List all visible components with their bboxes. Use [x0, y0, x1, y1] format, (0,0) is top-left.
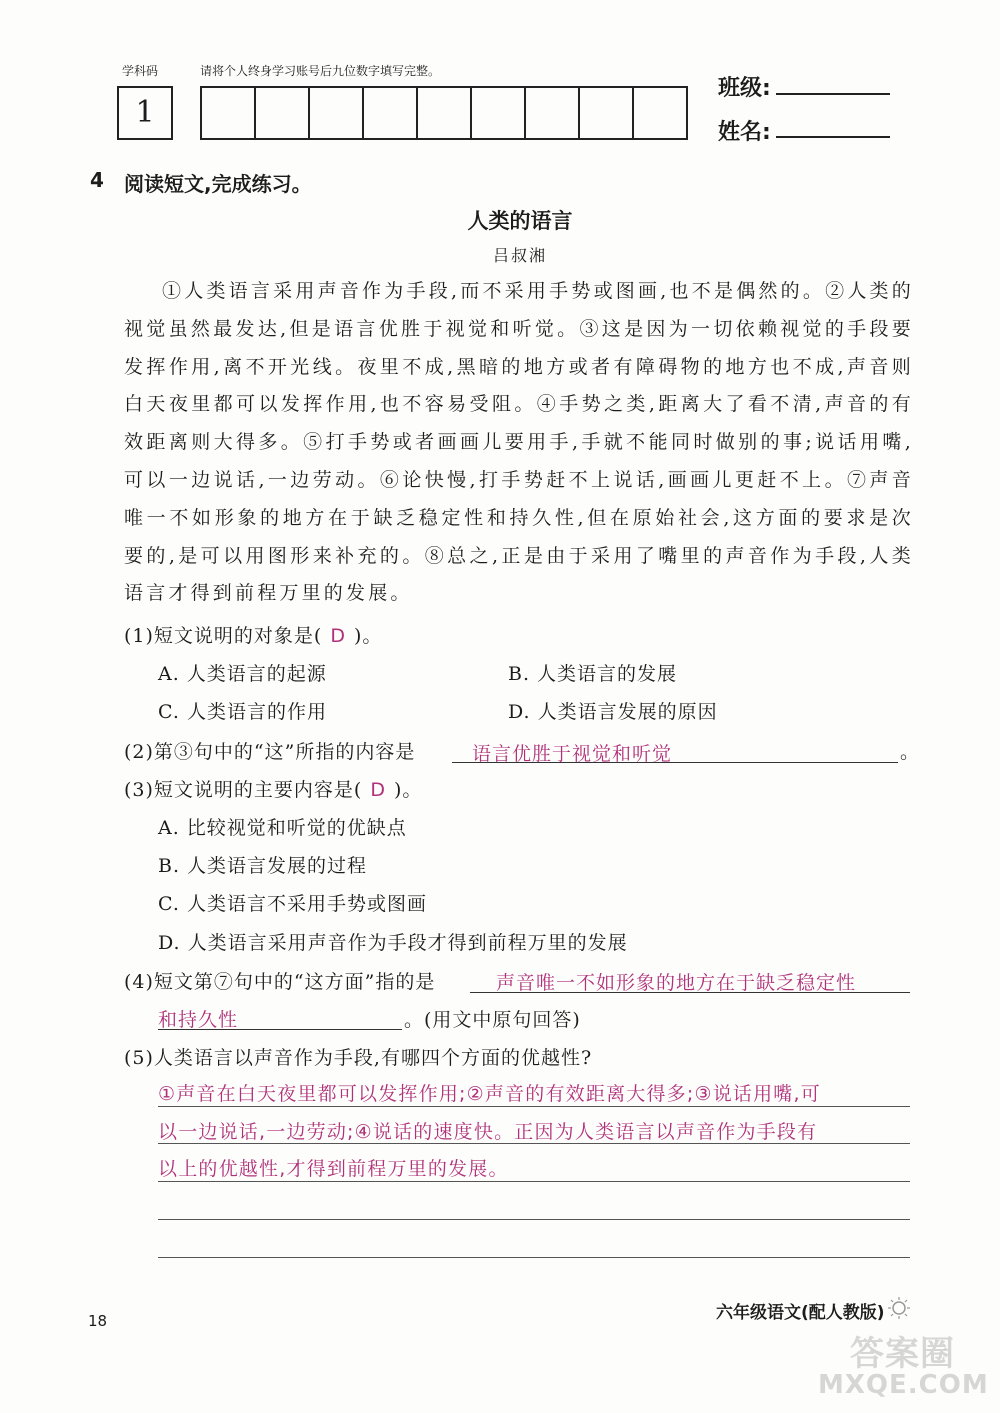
answer-rule: [158, 1143, 910, 1144]
page-number: 18: [88, 1312, 108, 1330]
q5-answer-line: 以上的优越性,才得到前程万里的发展。: [158, 1158, 509, 1180]
q4-answer-part-2: 和持久性: [158, 1009, 239, 1031]
q2-answer-line[interactable]: [452, 739, 898, 763]
q1-option-b: B. 人类语言的发展: [508, 663, 678, 685]
answer-rule: [158, 1106, 910, 1107]
digit-box[interactable]: [524, 88, 578, 138]
q3-option-a: A. 比较视觉和听觉的优缺点: [158, 817, 407, 839]
q4-answer-part-1: 声音唯一不如形象的地方在于缺乏稳定性: [496, 972, 857, 994]
question-number: 4: [90, 168, 104, 192]
subject-code-value: 1: [135, 95, 155, 130]
digit-box[interactable]: [308, 88, 362, 138]
q4-stem: (4)短文第⑦句中的“这方面”指的是: [124, 971, 436, 993]
q1-answer[interactable]: D: [330, 625, 346, 647]
q1-stem: (1)短文说明的对象是( D )。: [124, 625, 383, 647]
watermark-url: MXQE.COM: [818, 1370, 989, 1400]
digit-box[interactable]: [202, 88, 254, 138]
q3-answer[interactable]: D: [370, 779, 386, 801]
name-field[interactable]: [776, 136, 890, 138]
answer-rule: [158, 1181, 910, 1182]
digit-box[interactable]: [578, 88, 632, 138]
q5-answer[interactable]: [158, 1076, 914, 1189]
question-prompt: 阅读短文,完成练习。: [124, 172, 312, 196]
subject-code-label: 学科码: [122, 64, 159, 78]
answer-rule: [158, 1219, 910, 1220]
sun-badge-icon: [887, 1296, 911, 1320]
q4-answer-line-1[interactable]: [470, 968, 910, 993]
q2-stem: (2)第③句中的“这”所指的内容是: [124, 741, 416, 763]
passage-author: 吕叔湘: [492, 246, 547, 265]
q5-stem: (5)人类语言以声音作为手段,有哪四个方面的优越性?: [124, 1047, 593, 1069]
passage-title: 人类的语言: [467, 209, 573, 233]
name-label: 姓名:: [718, 120, 771, 145]
q3-option-d: D. 人类语言采用声音作为手段才得到前程万里的发展: [158, 932, 628, 954]
q4-note: 。(用文中原句回答): [404, 1009, 581, 1031]
book-title: 六年级语文(配人教版): [716, 1303, 885, 1323]
digit-box[interactable]: [416, 88, 470, 138]
q1-option-c: C. 人类语言的作用: [158, 701, 327, 723]
q3-option-c: C. 人类语言不采用手势或图画: [158, 893, 427, 915]
digit-box[interactable]: [470, 88, 524, 138]
q3-stem: (3)短文说明的主要内容是( D )。: [124, 779, 423, 801]
q5-answer-line: 以一边说话,一边劳动;④说话的速度快。正因为人类语言以声音作为手段有: [158, 1120, 818, 1143]
answer-rule: [158, 1257, 910, 1258]
q4-answer-line-2[interactable]: [158, 1005, 402, 1030]
class-field[interactable]: [776, 93, 890, 95]
subject-code-box: [117, 86, 173, 140]
q5-answer-line: ①声音在白天夜里都可以发挥作用;②声音的有效距离大得多;③说话用嘴,可: [158, 1083, 821, 1105]
passage-body: ①人类语言采用声音作为手段,而不采用手势或图画,也不是偶然的。②人类的视觉虽然最发达,但是语言优胜于视觉和听觉。③这是因为一切依赖视觉的手段要发挥作用,离不开光线。夜里不成,黑暗的地方或者有障碍物的地方也不成,声音则白天夜里都可以发挥作用,也不容易受阻。④手势之类,距离大了看不清,声音的有效距离则大得多。⑤打手势或者画画儿要用手,手就不能同时做别的事;说话用嘴,可以一边说话,一边劳动。⑥论快慢,打手势赶不上说话,画画儿更赶不上。⑦声音唯一不如形象的地方在于缺乏稳定性和持久性,但在原始社会,这方面的要求是次要的,是可以用图形来补充的。⑧总之,正是由于采用了嘴里的声音作为手段,人类语言才得到前程万里的发展。: [124, 280, 914, 605]
watermark-brand: 答案圈: [850, 1334, 955, 1374]
q2-end: 。: [900, 741, 921, 763]
q1-option-d: D. 人类语言发展的原因: [508, 701, 718, 723]
q2-answer: 语言优胜于视觉和听觉: [472, 743, 673, 765]
digit-box[interactable]: [254, 88, 308, 138]
q3-option-b: B. 人类语言发展的过程: [158, 855, 368, 877]
account-instruction: 请将个人终身学习账号后九位数字填写完整。: [200, 64, 441, 78]
digit-box[interactable]: [362, 88, 416, 138]
account-digit-boxes[interactable]: [200, 86, 688, 140]
digit-box[interactable]: [632, 88, 686, 138]
q1-option-a: A. 人类语言的起源: [158, 663, 327, 685]
class-label: 班级:: [718, 76, 771, 101]
